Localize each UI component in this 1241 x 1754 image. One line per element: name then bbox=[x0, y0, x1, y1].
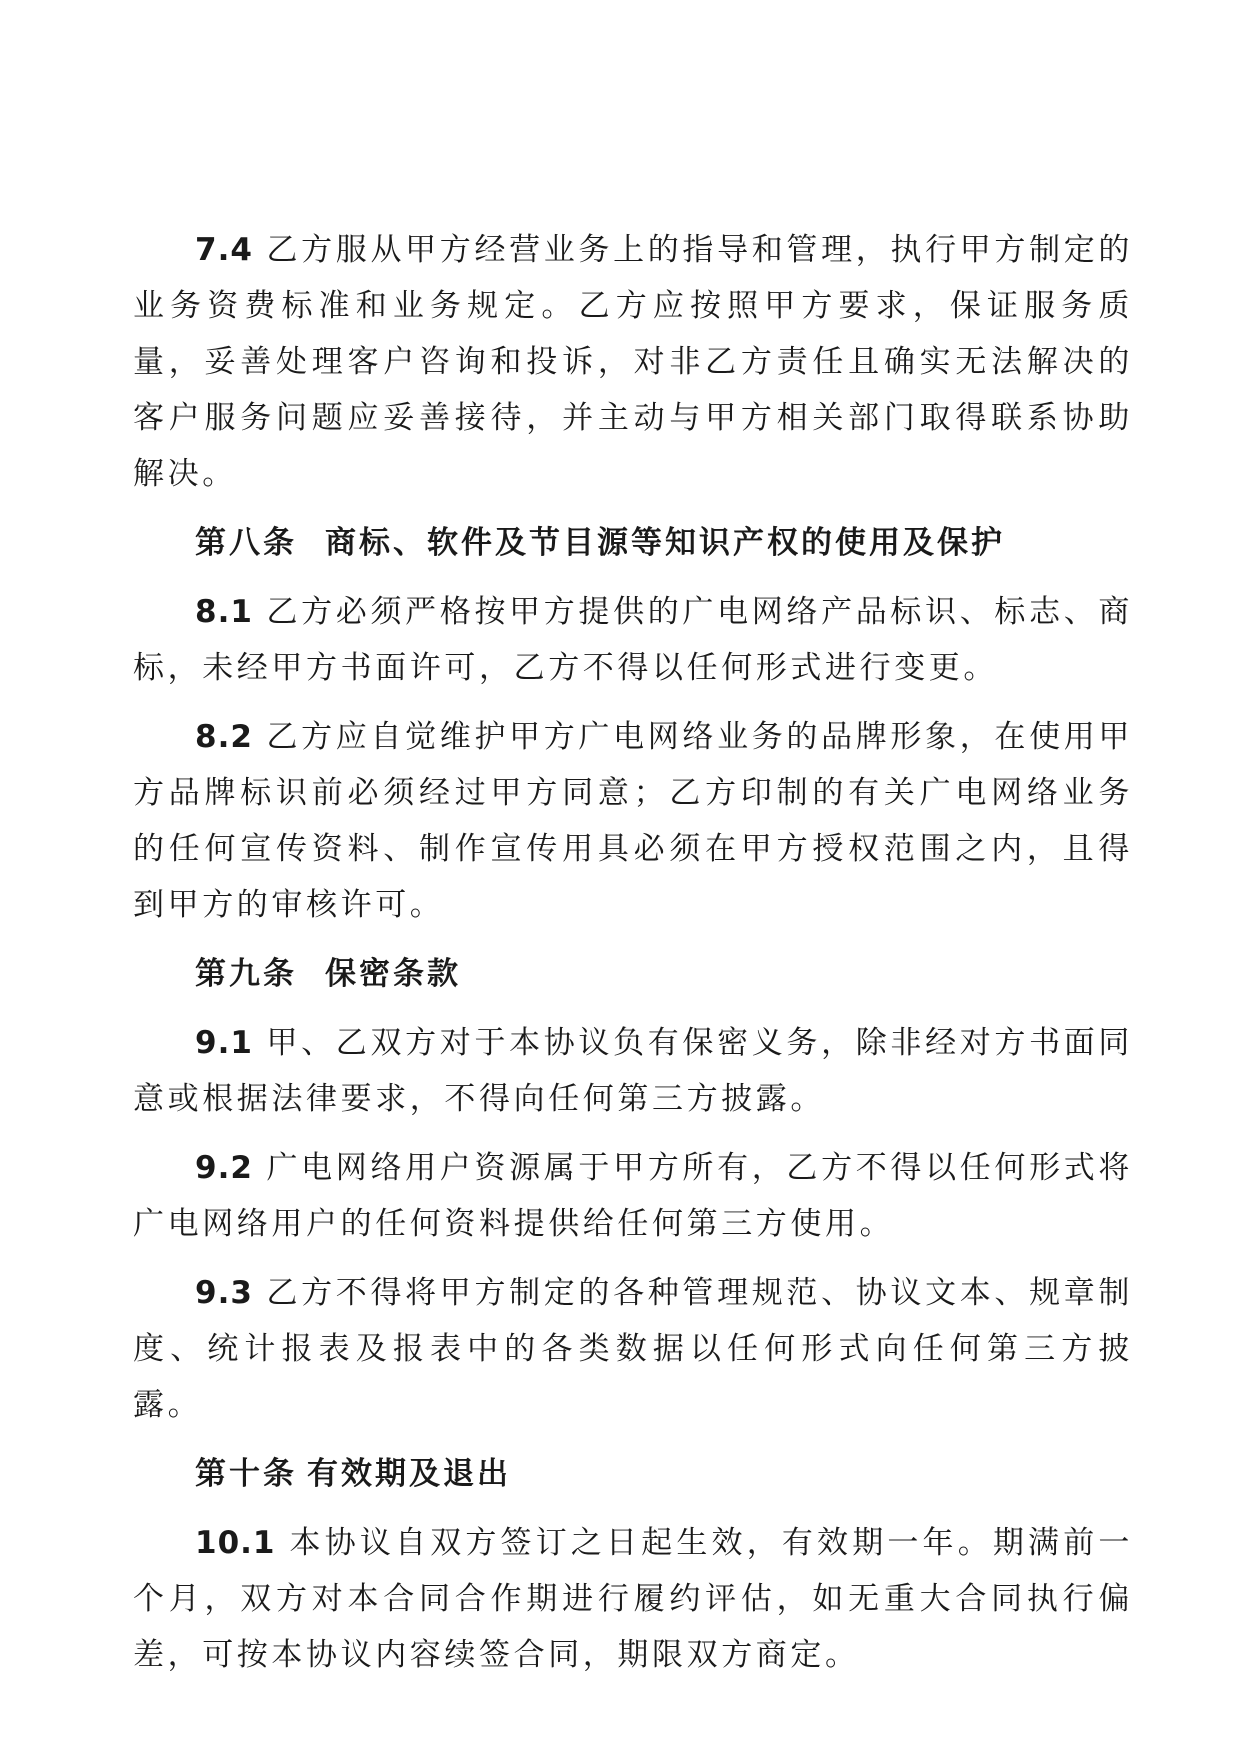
article-heading-10 bbox=[133, 1446, 1133, 1502]
clause-8-2 bbox=[133, 709, 1133, 933]
article-title: 商标、软件及节目源等知识产权的使用及保护 bbox=[325, 525, 1005, 561]
clause-number: 9.2 bbox=[195, 1150, 253, 1186]
clause-9-2 bbox=[133, 1140, 1133, 1252]
clause-text: 乙方应自觉维护甲方广电网络业务的品牌形象，在使用甲方品牌标识前必须经过甲方同意；乙方印制的有关广电网络业务的任何宣传资料、制作宣传用具必须在甲方授权范围之内，且得到甲方的审核许可。 bbox=[133, 719, 1133, 923]
clause-number: 7.4 bbox=[195, 232, 253, 268]
clause-number: 8.1 bbox=[195, 594, 253, 630]
article-title: 有效期及退出 bbox=[307, 1456, 511, 1492]
document-body bbox=[133, 222, 1133, 1696]
clause-text: 本协议自双方签订之日起生效，有效期一年。期满前一个月，双方对本合同合作期进行履约评估，如无重大合同执行偏差，可按本协议内容续签合同，期限双方商定。 bbox=[133, 1525, 1133, 1673]
clause-8-1 bbox=[133, 584, 1133, 696]
clause-7-4 bbox=[133, 222, 1133, 502]
clause-text: 甲、乙双方对于本协议负有保密义务，除非经对方书面同意或根据法律要求，不得向任何第三方披露。 bbox=[133, 1025, 1133, 1117]
article-number: 第八条 bbox=[195, 525, 297, 561]
article-number: 第九条 bbox=[195, 956, 297, 992]
clause-9-1 bbox=[133, 1015, 1133, 1127]
clause-text: 广电网络用户资源属于甲方所有，乙方不得以任何形式将广电网络用户的任何资料提供给任何第三方使用。 bbox=[133, 1150, 1133, 1242]
clause-number: 8.2 bbox=[195, 719, 253, 755]
clause-text: 乙方不得将甲方制定的各种管理规范、协议文本、规章制度、统计报表及报表中的各类数据以任何形式向任何第三方披露。 bbox=[133, 1275, 1133, 1423]
article-number: 第十条 bbox=[195, 1456, 297, 1492]
article-title: 保密条款 bbox=[325, 956, 461, 992]
clause-number: 9.3 bbox=[195, 1275, 253, 1311]
article-heading-9 bbox=[133, 946, 1133, 1002]
clause-10-1 bbox=[133, 1515, 1133, 1683]
clause-text: 乙方必须严格按甲方提供的广电网络产品标识、标志、商标，未经甲方书面许可，乙方不得以任何形式进行变更。 bbox=[133, 594, 1133, 686]
clause-number: 10.1 bbox=[195, 1525, 276, 1561]
clause-number: 9.1 bbox=[195, 1025, 253, 1061]
article-heading-8 bbox=[133, 515, 1133, 571]
clause-text: 乙方服从甲方经营业务上的指导和管理，执行甲方制定的业务资费标准和业务规定。乙方应按照甲方要求，保证服务质量，妥善处理客户咨询和投诉，对非乙方责任且确实无法解决的客户服务问题应妥善接待，并主动与甲方相关部门取得联系协助解决。 bbox=[133, 232, 1133, 492]
clause-9-3 bbox=[133, 1265, 1133, 1433]
